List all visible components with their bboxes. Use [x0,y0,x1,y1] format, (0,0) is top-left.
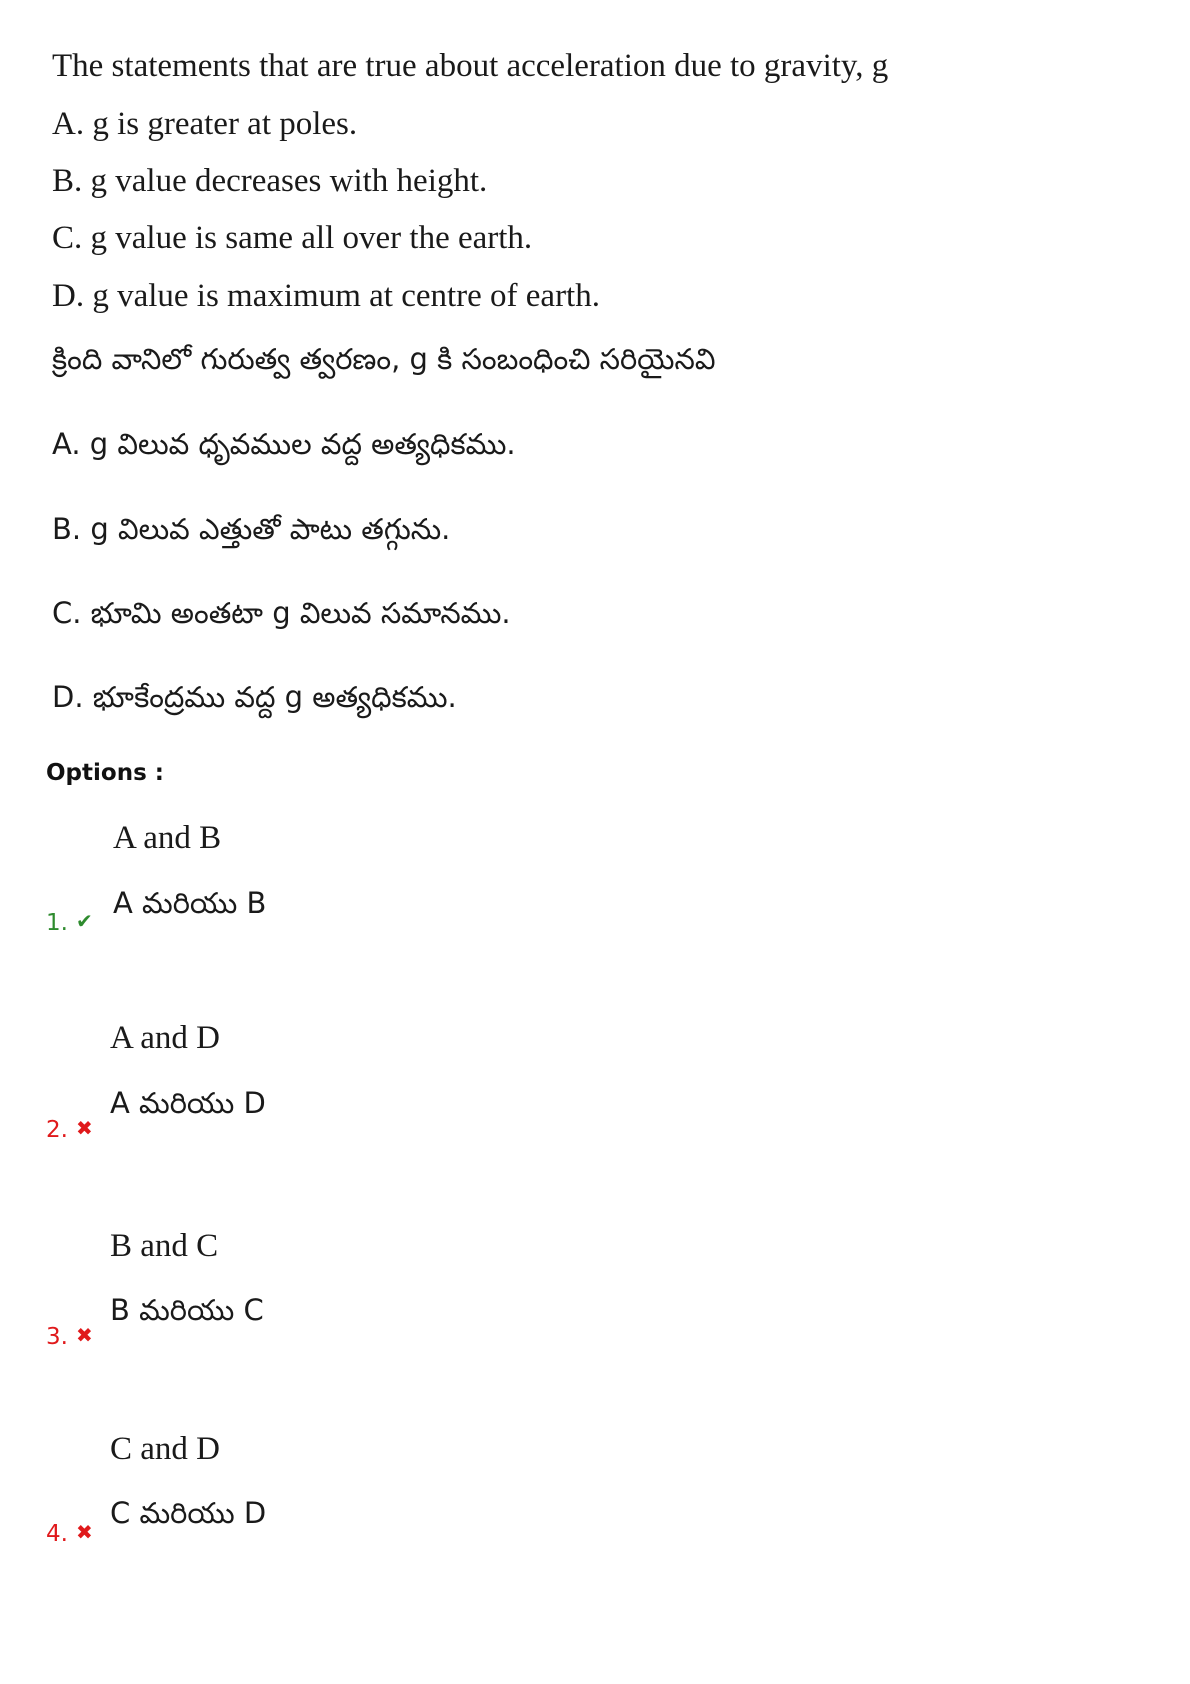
option-4-telugu: C మరియు D [110,1496,267,1530]
statement-c-english: C. g value is same all over the earth. [52,220,533,256]
option-1-english: A and B [113,820,222,856]
statement-a-english: A. g is greater at poles. [52,106,358,142]
cross-icon: ✖ [75,1520,93,1544]
option-4-number-text: 4. [46,1521,68,1547]
options-label: Options : [46,760,164,786]
statement-b-telugu: B. g విలువ ఎత్తుతో పాటు తగ్గును. [52,512,451,546]
statement-c-telugu: C. భూమి అంతటా g విలువ సమానము. [52,596,511,630]
option-2-telugu: A మరియు D [110,1086,266,1120]
option-3-number-text: 3. [46,1324,68,1350]
option-1-number [46,907,93,937]
option-2-number [46,1114,93,1144]
check-icon: ✔ [75,909,93,933]
question-stem-english: The statements that are true about acceleration due to gravity, g [52,48,889,84]
statement-d-telugu: D. భూకేంద్రము వద్ద g అత్యధికము. [52,680,457,714]
statement-b-english: B. g value decreases with height. [52,163,488,199]
question-stem-telugu: క్రింది వానిలో గురుత్వ త్వరణం, g కి సంబంధించి సరియైనవి [52,342,716,376]
option-2-english: A and D [110,1020,220,1056]
option-3-number [46,1321,93,1351]
option-4-english: C and D [110,1431,220,1467]
option-3-english: B and C [110,1228,219,1264]
option-3-telugu: B మరియు C [110,1293,264,1327]
cross-icon: ✖ [75,1116,93,1140]
option-1-number-text: 1. [46,910,68,936]
statement-a-telugu: A. g విలువ ధృవముల వద్ద అత్యధికము. [52,427,516,461]
option-4-number [46,1518,93,1548]
option-1-telugu: A మరియు B [113,886,267,920]
option-2-number-text: 2. [46,1117,68,1143]
cross-icon: ✖ [75,1323,93,1347]
statement-d-english: D. g value is maximum at centre of earth. [52,278,600,314]
